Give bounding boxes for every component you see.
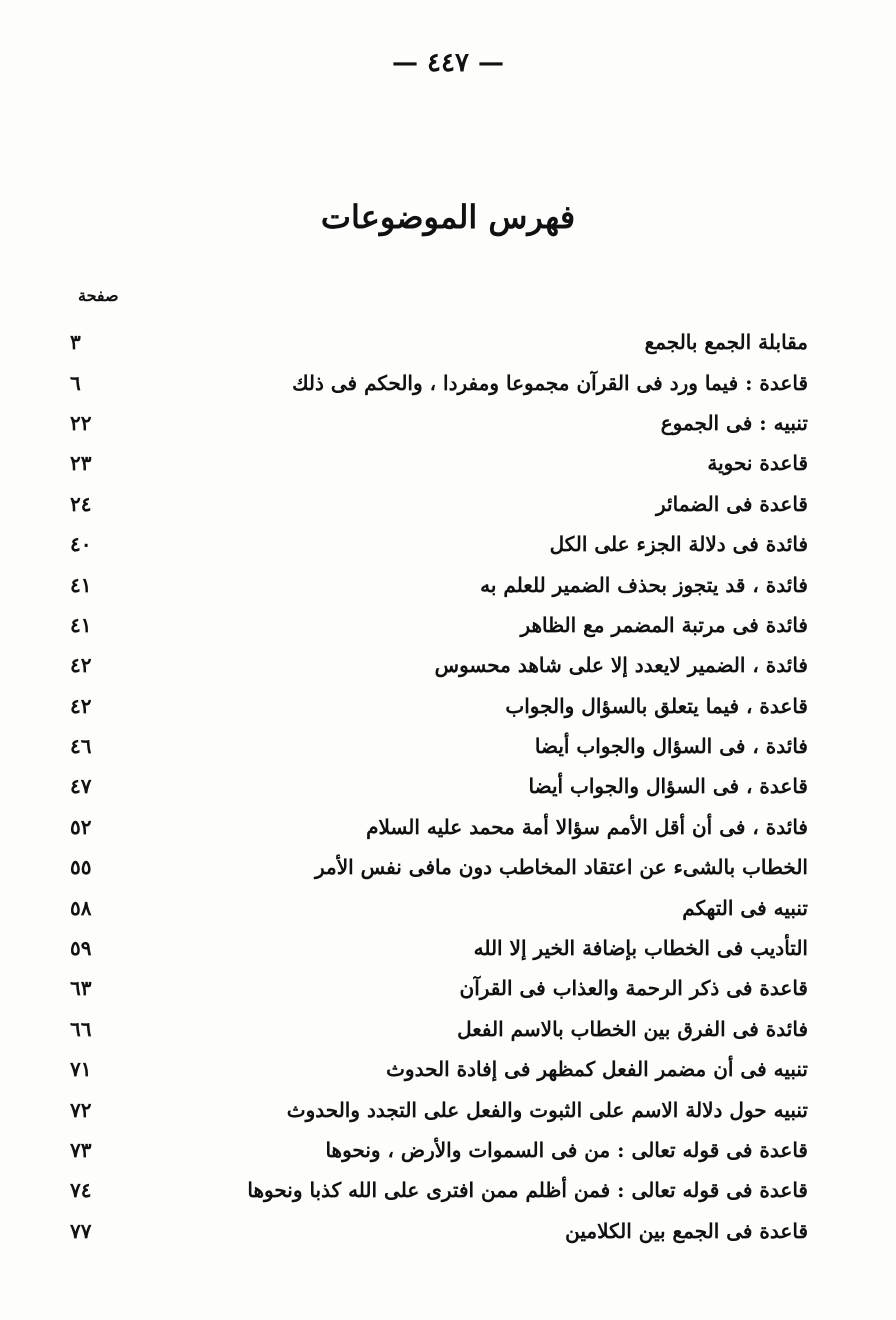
toc-entry-page: ٢٢	[70, 410, 92, 435]
toc-entry-page: ٤٧	[70, 774, 92, 799]
toc-entry	[70, 887, 808, 927]
toc-entry	[70, 322, 808, 362]
toc-entry	[70, 928, 808, 968]
toc-entry-title: تنبيه حول دلالة الاسم على الثبوت والفعل على التجدد والحدوث	[286, 1097, 808, 1122]
toc-entry-title: تنبيه فى أن مضمر الفعل كمظهر فى إفادة الحدوث	[386, 1057, 808, 1082]
toc-entry	[70, 362, 808, 402]
toc-entry-page: ٤١	[70, 572, 92, 597]
table-of-contents	[70, 322, 808, 1251]
toc-entry-page: ٣	[70, 330, 81, 355]
toc-entry-page: ٤١	[70, 612, 92, 637]
toc-entry-title: فائدة فى مرتبة المضمر مع الظاهر	[520, 612, 808, 637]
toc-entry-page: ٧٧	[70, 1218, 92, 1243]
toc-entry-title: قاعدة نحوية	[707, 451, 808, 476]
page-title: فهرس الموضوعات	[320, 198, 576, 236]
toc-entry-page: ٤٦	[70, 734, 92, 759]
toc-entry-page: ٤٢	[70, 653, 92, 678]
toc-entry-title: تنبيه فى التهكم	[682, 895, 808, 920]
toc-entry	[70, 605, 808, 645]
toc-entry-title: الخطاب بالشىء عن اعتقاد المخاطب دون مافى نفس الأمر	[314, 855, 808, 880]
toc-entry-page: ٧٢	[70, 1097, 92, 1122]
toc-entry-title: قاعدة فى قوله تعالى : من فى السموات والأرض ، ونحوها	[325, 1138, 808, 1162]
toc-entry-page: ٧١	[70, 1057, 92, 1082]
toc-entry-title: قاعدة فى الضمائر	[656, 491, 808, 516]
toc-entry	[70, 564, 808, 604]
toc-entry-page: ٦	[70, 370, 81, 395]
toc-entry	[70, 645, 808, 685]
toc-entry-title: التأديب فى الخطاب بإضافة الخير إلا الله	[473, 936, 808, 961]
toc-entry-page: ٧٣	[70, 1138, 92, 1162]
toc-entry-page: ٤٢	[70, 693, 92, 718]
toc-entry-title: قاعدة : فيما ورد فى القرآن مجموعا ومفردا ، والحكم فى ذلك	[292, 370, 808, 395]
toc-entry	[70, 766, 808, 806]
toc-entry-title: قاعدة ، فيما يتعلق بالسؤال والجواب	[505, 693, 808, 718]
toc-entry-page: ٥٢	[70, 814, 92, 839]
toc-entry-page: ٦٣	[70, 976, 92, 1001]
toc-entry	[70, 968, 808, 1008]
page-column-label: صفحة	[78, 286, 119, 305]
toc-entry	[70, 1211, 808, 1251]
toc-entry-title: فائدة ، فى السؤال والجواب أيضا	[534, 734, 808, 759]
toc-entry-page: ٢٣	[70, 451, 92, 476]
toc-entry	[70, 524, 808, 564]
toc-entry	[70, 403, 808, 443]
toc-entry	[70, 1130, 808, 1170]
toc-entry-page: ٦٦	[70, 1016, 92, 1041]
toc-entry-title: مقابلة الجمع بالجمع	[644, 330, 808, 355]
toc-entry	[70, 726, 808, 766]
toc-entry-page: ٤٠	[70, 532, 92, 557]
toc-entry	[70, 443, 808, 483]
toc-entry	[70, 1170, 808, 1210]
toc-entry-page: ٧٤	[70, 1178, 92, 1203]
toc-entry-title: فائدة ، قد يتجوز بحذف الضمير للعلم به	[480, 572, 808, 597]
toc-entry-page: ٥٩	[70, 936, 92, 961]
toc-entry	[70, 1089, 808, 1129]
toc-entry-page: ٥٥	[70, 855, 92, 880]
toc-entry	[70, 1009, 808, 1049]
toc-entry-title: تنبيه : فى الجموع	[660, 410, 808, 435]
toc-entry-title: فائدة فى الفرق بين الخطاب بالاسم الفعل	[457, 1016, 808, 1041]
toc-entry-title: فائدة فى دلالة الجزء على الكل	[549, 532, 808, 557]
toc-entry-title: قاعدة فى قوله تعالى : فمن أظلم ممن افترى على الله كذبا ونحوها	[247, 1178, 808, 1203]
toc-entry	[70, 847, 808, 887]
page-number: — ٤٤٧ —	[391, 48, 505, 78]
toc-entry-title: قاعدة فى ذكر الرحمة والعذاب فى القرآن	[459, 976, 808, 1001]
toc-entry-title: قاعدة ، فى السؤال والجواب أيضا	[528, 774, 808, 799]
toc-entry-title: فائدة ، فى أن أقل الأمم سؤالا أمة محمد عليه السلام	[366, 814, 808, 839]
toc-entry	[70, 686, 808, 726]
toc-entry-title: فائدة ، الضمير لايعدد إلا على شاهد محسوس	[434, 653, 808, 678]
toc-entry-page: ٥٨	[70, 895, 92, 920]
toc-entry-page: ٢٤	[70, 491, 92, 516]
toc-entry	[70, 1049, 808, 1089]
toc-entry	[70, 807, 808, 847]
toc-entry-title: قاعدة فى الجمع بين الكلامين	[565, 1218, 808, 1243]
toc-entry	[70, 484, 808, 524]
